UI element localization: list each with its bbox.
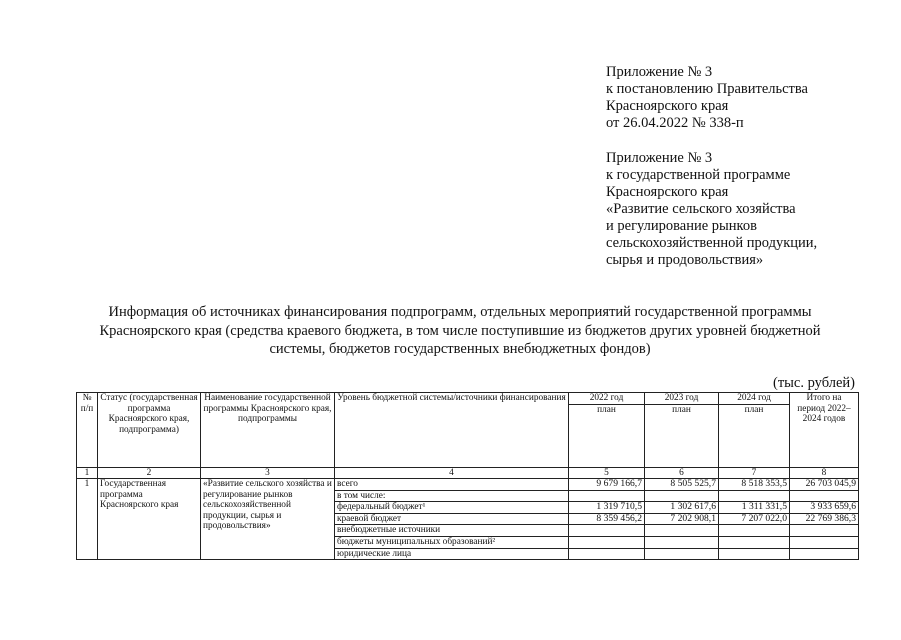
header-level: Уровень бюджетной системы/источники финансирования (335, 393, 569, 468)
column-number: 2 (98, 468, 201, 479)
value-total: 26 703 045,9 (790, 479, 859, 491)
header-2022 (569, 393, 645, 468)
value-2023 (645, 548, 719, 560)
column-number: 7 (719, 468, 790, 479)
appendix-line: к государственной программе (606, 167, 791, 183)
level-label: юридические лица (335, 548, 569, 560)
level-label: в том числе: (335, 490, 569, 502)
value-2022: 9 679 166,7 (569, 479, 645, 491)
level-label: бюджеты муниципальных образований² (335, 536, 569, 548)
column-number: 1 (77, 468, 98, 479)
header-plan: план (672, 404, 691, 415)
value-2022 (569, 536, 645, 548)
value-2024 (719, 548, 790, 560)
value-2023 (645, 525, 719, 537)
value-total: 3 933 659,6 (790, 502, 859, 514)
value-2024 (719, 536, 790, 548)
header-2023 (645, 393, 719, 468)
appendix-line: Красноярского края (606, 184, 729, 200)
appendix-to-program (606, 150, 886, 269)
column-number: 8 (790, 468, 859, 479)
value-2022 (569, 548, 645, 560)
header-plan: план (597, 404, 616, 415)
column-number: 3 (201, 468, 335, 479)
value-2022: 1 319 710,5 (569, 502, 645, 514)
appendix-line: и регулирование рынков (606, 218, 757, 234)
header-name: Наименование государственной программы Красноярского края, подпрограммы (201, 393, 335, 468)
header-status: Статус (государственная программа Красноярского края, подпрограмма) (98, 393, 201, 468)
level-label: федеральный бюджет¹ (335, 502, 569, 514)
value-2022 (569, 525, 645, 537)
value-2022: 8 359 456,2 (569, 513, 645, 525)
header-plan: план (744, 404, 764, 415)
column-number: 5 (569, 468, 645, 479)
appendix-line: сырья и продовольствия» (606, 252, 764, 268)
appendix-line: к постановлению Правительства (606, 81, 808, 97)
appendix-line: «Развитие сельского хозяйства (606, 201, 796, 217)
value-total (790, 548, 859, 560)
value-total (790, 490, 859, 502)
column-number-row (77, 468, 859, 479)
value-2022 (569, 490, 645, 502)
value-2023 (645, 490, 719, 502)
header-2024 (719, 393, 790, 468)
appendix-to-resolution (606, 64, 886, 132)
header-year: 2022 год (569, 393, 644, 405)
level-label: всего (335, 479, 569, 491)
value-2023 (645, 536, 719, 548)
value-2024: 1 311 331,5 (719, 502, 790, 514)
appendix-line: Приложение № 3 (606, 150, 713, 166)
value-total: 22 769 386,3 (790, 513, 859, 525)
value-2023: 7 202 908,1 (645, 513, 719, 525)
header-year: 2024 год (719, 393, 789, 405)
table-header-row (77, 393, 859, 468)
column-number: 6 (645, 468, 719, 479)
title-line: системы, бюджетов государственных внебюджетных фондов) (269, 341, 651, 357)
value-2023: 8 505 525,7 (645, 479, 719, 491)
appendix-line: Приложение № 3 (606, 64, 713, 80)
value-2024: 8 518 353,5 (719, 479, 790, 491)
appendix-line: от 26.04.2022 № 338-п (606, 115, 744, 131)
value-2024 (719, 490, 790, 502)
appendix-line: Красноярского края (606, 98, 729, 114)
table-row (77, 479, 859, 491)
title-line: Красноярского края (средства краевого бюджета, в том числе поступившие из бюджетов других уровней бюджетной (99, 322, 821, 339)
document-title (60, 303, 860, 359)
level-label: внебюджетные источники (335, 525, 569, 537)
header-year: 2023 год (645, 393, 718, 405)
units-label: (тыс. рублей) (773, 375, 855, 391)
header-total: Итого на период 2022–2024 годов (790, 393, 859, 468)
row-num: 1 (77, 479, 98, 560)
row-name: «Развитие сельского хозяйства и регулирование рынков сельскохозяйственной продукции, сырья и продовольствия» (201, 479, 335, 560)
value-2024 (719, 525, 790, 537)
value-total (790, 536, 859, 548)
financing-table (76, 392, 859, 560)
level-label: краевой бюджет (335, 513, 569, 525)
header-num: № п/п (77, 393, 98, 468)
value-total (790, 525, 859, 537)
row-status: Государственная программа Красноярского края (98, 479, 201, 560)
value-2024: 7 207 022,0 (719, 513, 790, 525)
title-line: Информация об источниках финансирования подпрограмм, отдельных мероприятий государственной программы (108, 304, 812, 320)
appendix-line: сельскохозяйственной продукции, (606, 235, 818, 251)
value-2023: 1 302 617,6 (645, 502, 719, 514)
column-number: 4 (335, 468, 569, 479)
